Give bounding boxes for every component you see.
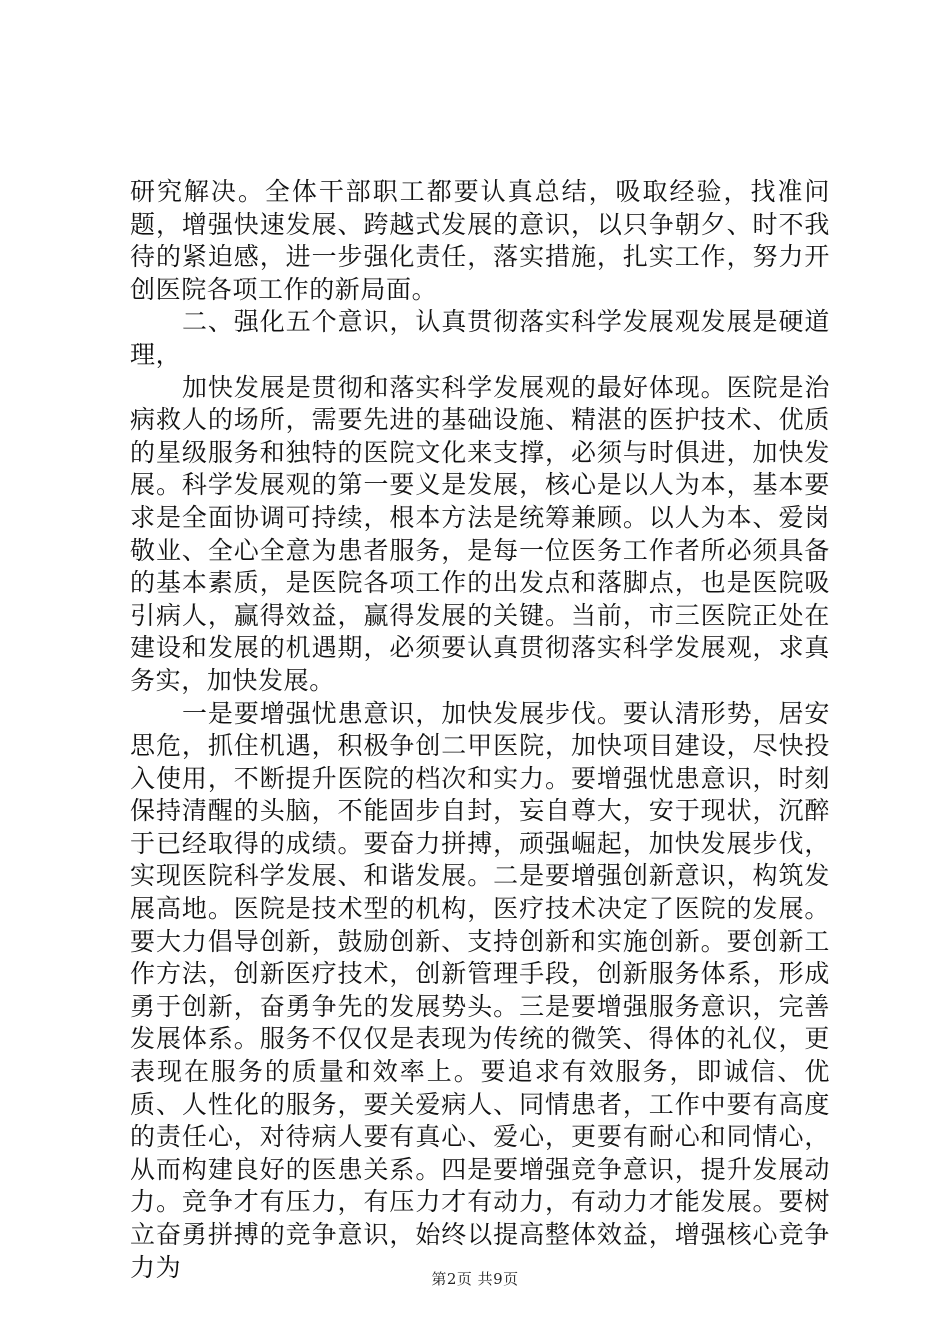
paragraph-4: 一是要增强忧患意识，加快发展步伐。要认清形势，居安思危，抓住机遇，积极争创二甲医院，加快项目建设，尽快投入使用，不断提升医院的档次和实力。要增强忧患意识，时刻保持清醒的头脑，不能固步自封，妄自尊大，安于现状，沉醉于已经取得的成绩。要奋力拼搏，顽强崛起，加快发展步伐，实现医院科学发展、和谐发展。二是要增强创新意识，构筑发展高地。医院是技术型的机构，医疗技术决定了医院的发展。要大力倡导创新，鼓励创新、支持创新和实施创新。要创新工作方法，创新医疗技术，创新管理手段，创新服务体系，形成勇于创新，奋勇争先的发展势头。三是要增强服务意识，完善发展体系。服务不仅仅是表现为传统的微笑、得体的礼仪，更表现在服务的质量和效率上。要追求有效服务，即诚信、优质、人性化的服务，要关爱病人、同情患者，工作中要有高度的责任心，对待病人要有真心、爱心，更要有耐心和同情心，从而构建良好的医患关系。四是要增强竞争意识，提升发展动力。竞争才有压力，有压力才有动力，有动力才能发展。要树立奋勇拼搏的竞争意识，始终以提高整体效益，增强核心竞争力为: [130, 698, 830, 1282]
paragraph-3: 加快发展是贯彻和落实科学发展观的最好体现。医院是治病救人的场所，需要先进的基础设施、精湛的医护技术、优质的星级服务和独特的医院文化来支撑，必须与时俱进，加快发展。科学发展观的第一要义是发展，核心是以人为本，基本要求是全面协调可持续，根本方法是统筹兼顾。以人为本、爱岗敬业、全心全意为患者服务，是每一位医务工作者所必须具备的基本素质，是医院各项工作的出发点和落脚点，也是医院吸引病人，赢得效益，赢得发展的关键。当前，市三医院正处在建设和发展的机遇期，必须要认真贯彻落实科学发展观，求真务实，加快发展。: [130, 372, 830, 695]
document-body: [130, 176, 830, 1284]
paragraph-2-heading: 二、强化五个意识，认真贯彻落实科学发展观发展是硬道理，: [130, 307, 830, 369]
page-number-footer: 第2页 共9页: [431, 1270, 519, 1288]
paragraph-1: 研究解决。全体干部职工都要认真总结，吸取经验，找准问题，增强快速发展、跨越式发展的意识，以只争朝夕、时不我待的紧迫感，进一步强化责任，落实措施，扎实工作，努力开创医院各项工作的新局面。: [130, 177, 830, 304]
